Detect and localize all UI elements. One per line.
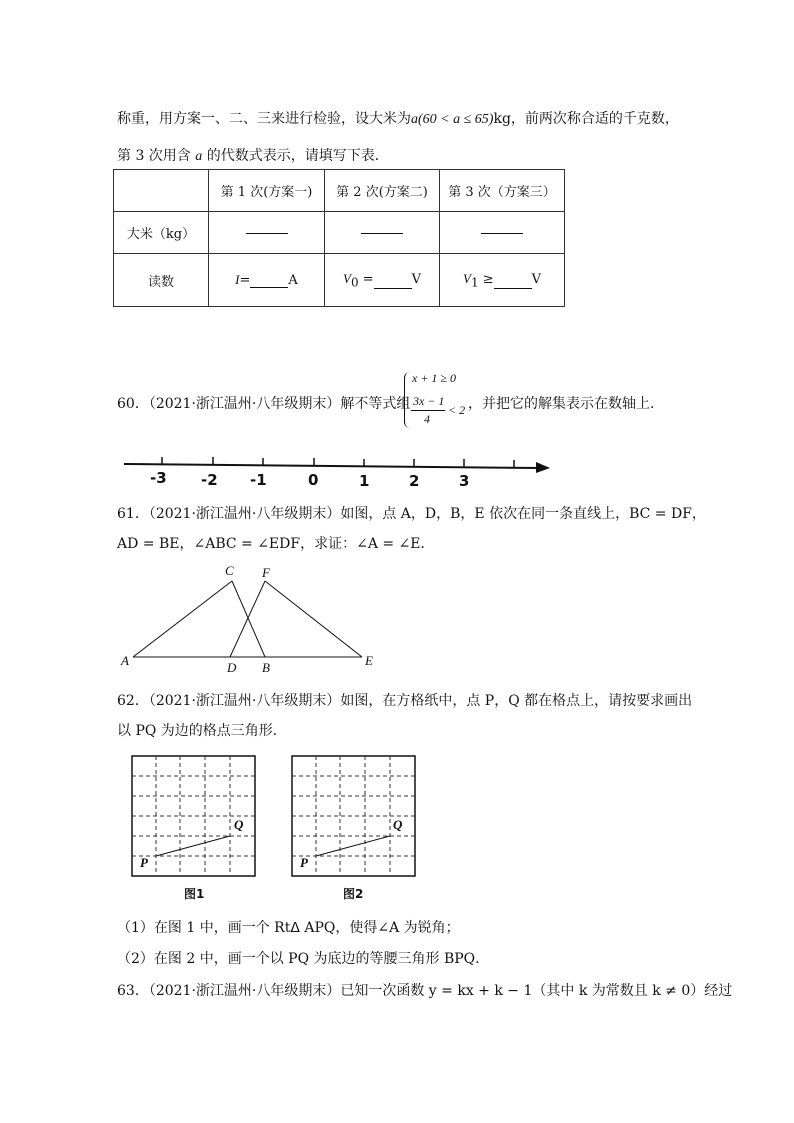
q60-ineq-2-num: 3x − 1 [413,394,445,408]
grid1-border [132,756,255,876]
number-line [118,450,558,490]
grid-figure-2 [290,754,418,878]
q60-ineq-2-rel: < 2 [448,403,466,417]
q61-text-1: 如图，点 A，D，B，E 依次在同一条直线上，BC = DF， [340,506,706,522]
fig2-caption: 图2 [343,887,364,901]
intro-line2-var: a [195,149,203,164]
q62-source: （2021·浙江温州·八年级期末） [148,693,341,709]
intro-line2-a: 第 3 次用含 [117,148,191,164]
q60-source: （2021·浙江温州·八年级期末） [148,396,341,412]
intro-line-1 [117,108,679,128]
point-label-f: F [262,565,270,580]
grid1-segment-pq [156,836,230,856]
table-row-reading [114,254,565,307]
table-header-third: 第 3 次（方案三） [440,170,565,212]
reading-v1-symbol: V [462,270,471,286]
point-label-e: E [365,653,373,668]
nl-label-2: 2 [409,472,420,490]
nl-label-neg3: -3 [150,469,167,487]
q61-line-2: AD = BE，∠ABC = ∠EDF，求证：∠A = ∠E． [117,536,435,552]
nl-label-0: 0 [308,471,319,489]
grid2-label-p: P [300,855,308,870]
number-line-arrow [536,462,550,473]
intro-text-b: ，前两次称合适的千克数， [510,111,679,127]
q63-line [117,980,732,1000]
table-header-second: 第 2 次(方案二) [325,170,440,212]
grid2-border [292,756,415,876]
nl-label-1: 1 [359,472,370,490]
reading-v0-eq: = [362,271,374,287]
reading-v1-unit: V [531,271,542,287]
intro-line2-b: 的代数式表示，请填写下表． [206,148,389,164]
point-label-b: B [262,660,270,675]
q63-number: 63． [117,983,149,999]
table-header-first: 第 1 次(方案一) [209,170,325,212]
reading-v1-ge: ≥ [482,271,494,287]
point-label-a: A [121,653,129,668]
intro-text-a: 称重，用方案一、二、三来进行检验，设大米为 [117,111,411,127]
segment-fe [265,581,362,657]
nl-label-3: 3 [459,472,470,490]
q61-source: （2021·浙江温州·八年级期末） [148,506,341,522]
nl-label-neg1: -1 [250,471,267,489]
q60-number: 60． [117,396,149,412]
reading-v1-cell[interactable] [440,254,565,307]
fig1-caption: 图1 [184,887,205,901]
q63-source: （2021·浙江温州·八年级期末） [148,983,341,999]
grid1-label-p: P [140,855,148,870]
intro-unit: kg [493,111,511,127]
reading-label: 读数 [114,254,209,307]
table-header-row [114,170,565,212]
q60-text-a: 解不等式组 [340,396,411,412]
q62-line-2: 以 PQ 为边的格点三角形． [117,723,287,739]
grid1-lines [132,756,255,876]
number-line-axis [124,464,540,468]
rice-blank-2[interactable] [325,212,440,254]
reading-v1-sub: 1 [470,275,479,290]
rice-blank-1[interactable] [209,212,325,254]
reading-i-symbol: I [235,272,240,287]
q62-text-1: 如图，在方格纸中，点 P，Q 都在格点上，请按要求画出 [340,693,693,709]
reading-i-eq: = [239,273,251,288]
grid2-label-q: Q [393,817,403,832]
grid2-segment-pq [316,836,390,856]
q60-text-b: ，并把它的解集表示在数轴上． [468,396,664,412]
segment-ac [133,581,232,657]
reading-v0-unit: V [411,271,422,287]
q60-ineq-2-den: 4 [424,412,430,426]
intro-line-2 [117,145,389,165]
q61-line-1 [117,503,706,523]
rice-weighing-table [113,169,565,307]
reading-v0-sub: 0 [350,275,359,290]
rice-label: 大米（kg） [114,212,209,254]
reading-v0-symbol: V [342,270,351,286]
q62-part-2: （2）在图 2 中，画一个以 PQ 为底边的等腰三角形 BPQ． [117,951,490,967]
point-label-c: C [225,563,234,578]
q63-text: 已知一次函数 y = kx + k − 1（其中 k 为常数且 k ≠ 0）经过 [340,983,733,999]
q60-frac-line [411,410,445,411]
nl-label-neg2: -2 [201,471,218,489]
q62-line-1 [117,690,692,710]
triangle-figure [120,560,380,680]
rice-blank-3[interactable] [440,212,565,254]
q61-number: 61． [117,506,149,522]
intro-range: (60 < a ≤ 65) [418,112,494,127]
q60-line [117,393,410,413]
q62-number: 62． [117,693,149,709]
reading-current-cell[interactable] [209,254,325,307]
table-row-rice [114,212,565,254]
grid-figure-1 [130,754,258,878]
q62-part-1: （1）在图 1 中，画一个 Rtᐃ APQ，使得∠A 为锐角； [117,920,460,936]
grid1-label-q: Q [234,817,244,832]
q60-ineq-1: x + 1 ≥ 0 [412,371,457,385]
reading-v0-cell[interactable] [325,254,440,307]
table-header-empty [114,170,209,212]
intro-var-a: a [411,112,418,127]
grid2-lines [292,756,415,876]
reading-i-unit: A [288,273,298,288]
point-label-d: D [227,660,237,675]
